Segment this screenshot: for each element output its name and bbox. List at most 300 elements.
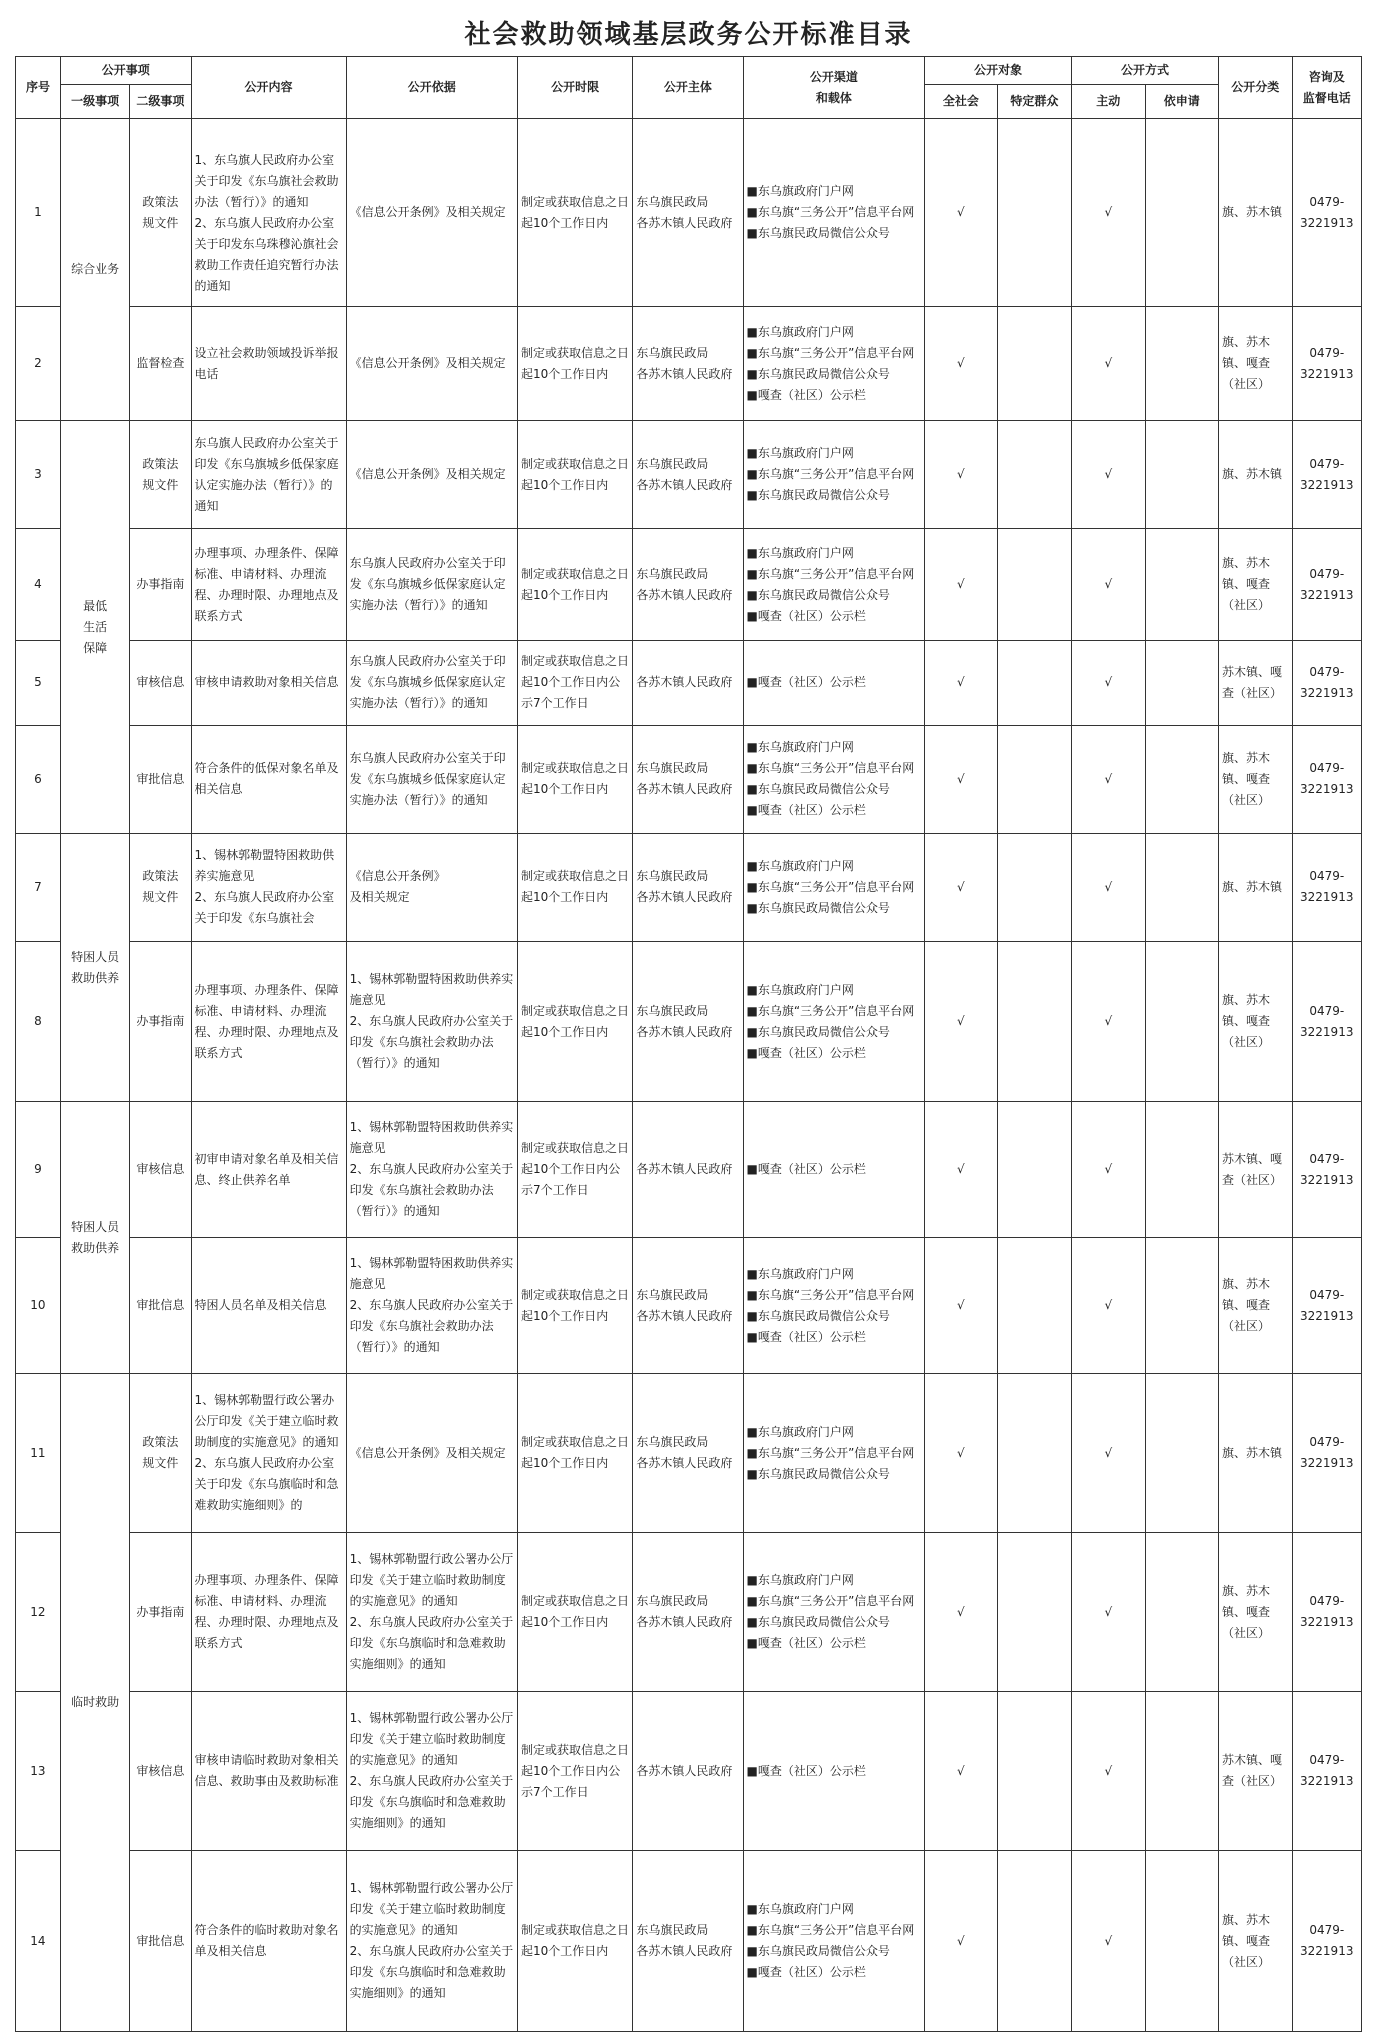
cell-seq-text: 12 bbox=[30, 1604, 46, 1619]
cell-subject-text: 各苏木镇人民政府 bbox=[636, 675, 733, 690]
cell-basis bbox=[346, 529, 517, 641]
cell-basis bbox=[346, 119, 517, 307]
cell-mode-active bbox=[1072, 640, 1145, 725]
cell-subject bbox=[633, 833, 743, 941]
cell-class-text: 苏木镇、嘎查（社区） bbox=[1222, 1151, 1283, 1187]
cell-basis bbox=[346, 307, 517, 421]
cell-content bbox=[191, 1692, 346, 1851]
table-row bbox=[16, 1238, 1362, 1374]
cell-mode-active-text: √ bbox=[1104, 1014, 1113, 1029]
cell-subject-text: 各苏木镇人民政府 bbox=[636, 1162, 733, 1177]
cell-content bbox=[191, 307, 346, 421]
cell-subject bbox=[633, 119, 743, 307]
cell-seq bbox=[16, 1238, 61, 1374]
cell-time bbox=[518, 1374, 633, 1533]
cell-mode-active bbox=[1072, 307, 1145, 421]
cell-subject-text: 东乌旗民政局 各苏木镇人民政府 bbox=[636, 1594, 733, 1629]
channel-item: ■东乌旗民政局微信公众号 bbox=[746, 1944, 890, 1958]
cell-level2-text: 政策法 规文件 bbox=[142, 869, 179, 905]
header-basis: 公开依据 bbox=[346, 57, 517, 119]
cell-phone bbox=[1292, 1374, 1362, 1533]
cell-level2 bbox=[130, 1692, 191, 1851]
cell-basis bbox=[346, 833, 517, 941]
cell-mode-active bbox=[1072, 1238, 1145, 1374]
cell-content-text: 审核申请救助对象相关信息 bbox=[194, 675, 339, 690]
cell-audience-all-text: √ bbox=[957, 1763, 965, 1778]
cell-seq-text: 9 bbox=[34, 1162, 42, 1177]
cell-class bbox=[1219, 529, 1292, 641]
cell-content bbox=[191, 833, 346, 941]
cell-seq bbox=[16, 1102, 61, 1238]
table-row bbox=[16, 640, 1362, 725]
cell-level2 bbox=[130, 1238, 191, 1374]
cell-mode-active-text: √ bbox=[1104, 356, 1113, 371]
cell-phone bbox=[1292, 1851, 1362, 2032]
cell-content bbox=[191, 1851, 346, 2032]
cell-mode-active-text: √ bbox=[1104, 577, 1113, 592]
cell-mode-active-text: √ bbox=[1104, 1445, 1113, 1460]
cell-mode-active-text: √ bbox=[1104, 675, 1113, 690]
cell-content-text: 办理事项、办理条件、保障标准、申请材料、办理流程、办理时限、办理地点及联系方式 bbox=[194, 982, 339, 1060]
cell-time bbox=[518, 640, 633, 725]
channel-item: ■东乌旗政府门户网 bbox=[746, 858, 854, 873]
cell-level2-text: 政策法 规文件 bbox=[142, 456, 179, 492]
cell-content-text: 设立社会救助领域投诉举报电话 bbox=[194, 345, 339, 381]
channel-item: ■嘎查（社区）公示栏 bbox=[746, 675, 866, 690]
cell-basis-text: 1、锡林郭勒盟特困救助供养实施意见 2、东乌旗人民政府办公室关于印发《东乌旗社会救助办法（暂行）》的通知 bbox=[349, 1256, 514, 1355]
channel-item: ■东乌旗民政局微信公众号 bbox=[746, 1466, 890, 1481]
header-audience: 公开对象 bbox=[925, 57, 1072, 85]
cell-content-text: 符合条件的临时救助对象名单及相关信息 bbox=[194, 1923, 339, 1958]
cell-audience-all bbox=[925, 1851, 997, 2032]
cell-level2 bbox=[130, 529, 191, 641]
cell-level2 bbox=[130, 725, 191, 833]
cell-audience-specific bbox=[997, 1374, 1072, 1533]
cell-mode-active bbox=[1072, 529, 1145, 641]
cell-channel bbox=[743, 941, 925, 1101]
cell-phone bbox=[1292, 833, 1362, 941]
cell-class-text: 苏木镇、嘎查（社区） bbox=[1222, 1753, 1283, 1788]
cell-channel bbox=[743, 1533, 925, 1692]
cell-time bbox=[518, 1692, 633, 1851]
cell-basis-text: 1、锡林郭勒盟特困救助供养实施意见 2、东乌旗人民政府办公室关于印发《东乌旗社会救助办法（暂行）》的通知 bbox=[349, 1120, 514, 1219]
cell-seq bbox=[16, 1533, 61, 1692]
cell-audience-specific bbox=[997, 119, 1072, 307]
cell-time-text: 制定或获取信息之日起10个工作日内 bbox=[521, 456, 630, 492]
cell-mode-active bbox=[1072, 1374, 1145, 1533]
cell-class bbox=[1219, 1238, 1292, 1374]
cell-level2-text: 监督检查 bbox=[136, 356, 185, 371]
cell-class bbox=[1219, 640, 1292, 725]
channel-item: ■嘎查（社区）公示栏 bbox=[746, 1329, 866, 1344]
header-mode-active: 主动 bbox=[1072, 85, 1145, 119]
cell-seq-text: 7 bbox=[34, 879, 42, 894]
cell-time bbox=[518, 1102, 633, 1238]
cell-seq-text: 4 bbox=[34, 577, 42, 592]
cell-basis bbox=[346, 640, 517, 725]
cell-phone-text: 0479- 3221913 bbox=[1300, 456, 1354, 492]
cell-level1-text: 最低 生活 保障 bbox=[83, 598, 108, 655]
cell-time-text: 制定或获取信息之日起10个工作日内 bbox=[521, 1594, 630, 1629]
cell-audience-all-text: √ bbox=[957, 1933, 965, 1948]
cell-audience-all-text: √ bbox=[957, 1604, 965, 1619]
cell-mode-active-text: √ bbox=[1104, 205, 1113, 220]
cell-content-text: 1、东乌旗人民政府办公室关于印发《东乌旗社会救助办法（暂行）》的通知 2、东乌旗人民政府办公室关于印发东乌珠穆沁旗社会救助工作责任追究暂行办法的通知 bbox=[194, 152, 339, 293]
table-row bbox=[16, 1374, 1362, 1533]
cell-subject-text: 东乌旗民政局 各苏木镇人民政府 bbox=[636, 1287, 733, 1323]
cell-class bbox=[1219, 307, 1292, 421]
cell-subject-text: 东乌旗民政局 各苏木镇人民政府 bbox=[636, 566, 733, 602]
cell-seq bbox=[16, 725, 61, 833]
cell-level2 bbox=[130, 307, 191, 421]
cell-level2-text: 办事指南 bbox=[136, 1014, 185, 1029]
cell-mode-active-text: √ bbox=[1104, 1604, 1113, 1619]
cell-audience-all-text: √ bbox=[957, 675, 965, 690]
cell-content bbox=[191, 1238, 346, 1374]
cell-mode-request bbox=[1145, 1692, 1218, 1851]
cell-basis bbox=[346, 1238, 517, 1374]
cell-audience-all bbox=[925, 119, 997, 307]
cell-phone bbox=[1292, 725, 1362, 833]
cell-subject bbox=[633, 640, 743, 725]
cell-level2 bbox=[130, 1102, 191, 1238]
cell-content bbox=[191, 1533, 346, 1692]
cell-time bbox=[518, 1533, 633, 1692]
cell-basis bbox=[346, 941, 517, 1101]
cell-basis bbox=[346, 1851, 517, 2032]
cell-channel bbox=[743, 1102, 925, 1238]
cell-class-text: 旗、苏木镇、嘎查（社区） bbox=[1222, 1583, 1271, 1640]
channel-item: ■嘎查（社区）公示栏 bbox=[746, 1965, 866, 1979]
cell-basis-text: 1、锡林郭勒盟行政公署办公厅印发《关于建立临时救助制度的实施意见》的通知 2、东乌旗人民政府办公室关于印发《东乌旗临时和急难救助实施细则》的通知 bbox=[349, 1881, 514, 2000]
cell-class bbox=[1219, 941, 1292, 1101]
cell-level2 bbox=[130, 1851, 191, 2032]
cell-channel bbox=[743, 421, 925, 529]
cell-level2-text: 审核信息 bbox=[136, 1162, 185, 1177]
table-row bbox=[16, 941, 1362, 1101]
cell-seq bbox=[16, 529, 61, 641]
cell-time-text: 制定或获取信息之日起10个工作日内 bbox=[521, 1003, 630, 1039]
channel-item: ■东乌旗“三务公开”信息平台网 bbox=[746, 879, 915, 894]
cell-subject bbox=[633, 1102, 743, 1238]
cell-content bbox=[191, 725, 346, 833]
cell-channel bbox=[743, 725, 925, 833]
cell-subject-text: 东乌旗民政局 各苏木镇人民政府 bbox=[636, 456, 733, 492]
cell-class bbox=[1219, 725, 1292, 833]
header-channel: 公开渠道 和载体 bbox=[743, 57, 925, 119]
cell-audience-all bbox=[925, 1533, 997, 1692]
cell-content-text: 审核申请临时救助对象相关信息、救助事由及救助标准 bbox=[194, 1753, 339, 1788]
cell-seq-text: 1 bbox=[34, 205, 42, 220]
cell-seq bbox=[16, 1374, 61, 1533]
cell-audience-all-text: √ bbox=[957, 1445, 965, 1460]
cell-level1 bbox=[60, 119, 129, 421]
table-row bbox=[16, 725, 1362, 833]
cell-basis-text: 东乌旗人民政府办公室关于印发《东乌旗城乡低保家庭认定实施办法（暂行）》的通知 bbox=[349, 556, 506, 613]
cell-basis-text: 《信息公开条例》及相关规定 bbox=[349, 356, 506, 371]
cell-channel bbox=[743, 640, 925, 725]
cell-mode-active bbox=[1072, 833, 1145, 941]
cell-mode-active-text: √ bbox=[1104, 1763, 1113, 1778]
cell-basis-text: 1、锡林郭勒盟特困救助供养实施意见 2、东乌旗人民政府办公室关于印发《东乌旗社会救助办法（暂行）》的通知 bbox=[349, 972, 514, 1071]
cell-level2-text: 审批信息 bbox=[136, 1298, 185, 1313]
cell-class bbox=[1219, 1692, 1292, 1851]
cell-class-text: 旗、苏木镇 bbox=[1222, 879, 1283, 894]
channel-item: ■东乌旗政府门户网 bbox=[746, 982, 854, 997]
cell-mode-active bbox=[1072, 119, 1145, 307]
cell-audience-all bbox=[925, 1692, 997, 1851]
cell-level2-text: 政策法 规文件 bbox=[142, 1435, 179, 1470]
cell-basis bbox=[346, 1102, 517, 1238]
cell-level2 bbox=[130, 421, 191, 529]
table-row bbox=[16, 1533, 1362, 1692]
channel-item: ■东乌旗民政局微信公众号 bbox=[746, 1308, 890, 1323]
cell-level2 bbox=[130, 1374, 191, 1533]
cell-class bbox=[1219, 1374, 1292, 1533]
table-row bbox=[16, 1102, 1362, 1238]
cell-mode-active bbox=[1072, 1692, 1145, 1851]
cell-seq bbox=[16, 833, 61, 941]
page-title: 社会救助领域基层政务公开标准目录 bbox=[464, 20, 913, 50]
channel-item: ■东乌旗民政局微信公众号 bbox=[746, 366, 890, 381]
cell-time-text: 制定或获取信息之日起10个工作日内公示7个工作日 bbox=[521, 1742, 630, 1799]
cell-mode-request bbox=[1145, 1102, 1218, 1238]
cell-phone bbox=[1292, 1238, 1362, 1374]
cell-content-text: 办理事项、办理条件、保障标准、申请材料、办理流程、办理时限、办理地点及联系方式 bbox=[194, 1573, 339, 1650]
cell-level1 bbox=[60, 833, 129, 1101]
cell-phone bbox=[1292, 529, 1362, 641]
cell-class-text: 旗、苏木镇、嘎查（社区） bbox=[1222, 556, 1271, 613]
cell-audience-all bbox=[925, 1374, 997, 1533]
cell-audience-specific bbox=[997, 1533, 1072, 1692]
cell-level2 bbox=[130, 1533, 191, 1692]
cell-audience-all bbox=[925, 307, 997, 421]
cell-level2-text: 办事指南 bbox=[136, 577, 185, 592]
cell-class-text: 旗、苏木镇 bbox=[1222, 205, 1283, 220]
cell-mode-active bbox=[1072, 941, 1145, 1101]
channel-item: ■嘎查（社区）公示栏 bbox=[746, 803, 866, 818]
cell-subject-text: 东乌旗民政局 各苏木镇人民政府 bbox=[636, 761, 733, 797]
cell-audience-specific bbox=[997, 1238, 1072, 1374]
cell-class-text: 旗、苏木镇 bbox=[1222, 1445, 1283, 1460]
cell-class bbox=[1219, 833, 1292, 941]
table-row bbox=[16, 119, 1362, 307]
cell-seq-text: 11 bbox=[30, 1445, 46, 1460]
cell-channel bbox=[743, 1374, 925, 1533]
cell-audience-all bbox=[925, 529, 997, 641]
channel-item: ■东乌旗民政局微信公众号 bbox=[746, 488, 890, 503]
cell-mode-active-text: √ bbox=[1104, 879, 1113, 894]
cell-content-text: 1、锡林郭勒盟特困救助供养实施意见 2、东乌旗人民政府办公室关于印发《东乌旗社会 bbox=[194, 848, 335, 926]
cell-phone-text: 0479- 3221913 bbox=[1300, 566, 1354, 602]
cell-subject-text: 东乌旗民政局 各苏木镇人民政府 bbox=[636, 345, 733, 381]
cell-phone-text: 0479- 3221913 bbox=[1300, 345, 1354, 381]
channel-item: ■嘎查（社区）公示栏 bbox=[746, 1045, 866, 1060]
cell-audience-all-text: √ bbox=[957, 771, 965, 786]
channel-item: ■东乌旗民政局微信公众号 bbox=[746, 1024, 890, 1039]
channel-item: ■东乌旗政府门户网 bbox=[746, 1424, 854, 1439]
cell-level2-text: 政策法 规文件 bbox=[142, 194, 179, 230]
cell-mode-request bbox=[1145, 640, 1218, 725]
cell-level1-text: 临时救助 bbox=[71, 1695, 120, 1709]
table-row bbox=[16, 1851, 1362, 2032]
cell-basis-text: 东乌旗人民政府办公室关于印发《东乌旗城乡低保家庭认定实施办法（暂行）》的通知 bbox=[349, 750, 506, 807]
cell-class bbox=[1219, 1533, 1292, 1692]
channel-item: ■东乌旗“三务公开”信息平台网 bbox=[746, 467, 915, 482]
cell-mode-active bbox=[1072, 725, 1145, 833]
cell-level1 bbox=[60, 421, 129, 834]
cell-level2 bbox=[130, 119, 191, 307]
cell-content bbox=[191, 941, 346, 1101]
header-audience-all: 全社会 bbox=[925, 85, 997, 119]
cell-phone-text: 0479- 3221913 bbox=[1300, 761, 1354, 797]
cell-subject-text: 各苏木镇人民政府 bbox=[636, 1763, 733, 1778]
cell-mode-request bbox=[1145, 119, 1218, 307]
cell-audience-all-text: √ bbox=[957, 577, 965, 592]
cell-time bbox=[518, 1851, 633, 2032]
cell-seq-text: 14 bbox=[30, 1933, 46, 1948]
cell-audience-specific bbox=[997, 307, 1072, 421]
channel-item: ■东乌旗政府门户网 bbox=[746, 740, 854, 755]
cell-phone bbox=[1292, 640, 1362, 725]
cell-audience-specific bbox=[997, 529, 1072, 641]
cell-time-text: 制定或获取信息之日起10个工作日内 bbox=[521, 761, 630, 797]
cell-basis bbox=[346, 1692, 517, 1851]
channel-item: ■东乌旗“三务公开”信息平台网 bbox=[746, 761, 915, 776]
channel-item: ■嘎查（社区）公示栏 bbox=[746, 608, 866, 623]
header-subject: 公开主体 bbox=[633, 57, 743, 119]
cell-mode-active bbox=[1072, 1851, 1145, 2032]
cell-mode-active-text: √ bbox=[1104, 1298, 1113, 1313]
table-row bbox=[16, 529, 1362, 641]
cell-phone bbox=[1292, 941, 1362, 1101]
cell-subject bbox=[633, 307, 743, 421]
header-level2: 二级事项 bbox=[130, 85, 191, 119]
cell-audience-specific bbox=[997, 421, 1072, 529]
cell-time-text: 制定或获取信息之日起10个工作日内 bbox=[521, 1923, 630, 1958]
cell-audience-all-text: √ bbox=[957, 205, 965, 220]
channel-item: ■东乌旗政府门户网 bbox=[746, 446, 854, 461]
cell-seq bbox=[16, 421, 61, 529]
cell-content bbox=[191, 1374, 346, 1533]
cell-class-text: 旗、苏木镇、嘎查（社区） bbox=[1222, 335, 1271, 392]
cell-phone bbox=[1292, 421, 1362, 529]
cell-mode-active-text: √ bbox=[1104, 467, 1113, 482]
cell-audience-all bbox=[925, 725, 997, 833]
cell-class-text: 旗、苏木镇、嘎查（社区） bbox=[1222, 1912, 1271, 1969]
cell-phone-text: 0479- 3221913 bbox=[1300, 1594, 1354, 1629]
table-row bbox=[16, 307, 1362, 421]
cell-time bbox=[518, 833, 633, 941]
cell-level2 bbox=[130, 640, 191, 725]
cell-phone-text: 0479- 3221913 bbox=[1300, 1923, 1354, 1958]
cell-level2 bbox=[130, 941, 191, 1101]
channel-item: ■东乌旗“三务公开”信息平台网 bbox=[746, 1923, 915, 1937]
cell-phone-text: 0479- 3221913 bbox=[1300, 1151, 1354, 1187]
cell-audience-all-text: √ bbox=[957, 1298, 965, 1313]
cell-content-text: 初审申请对象名单及相关信息、终止供养名单 bbox=[194, 1151, 339, 1187]
cell-time-text: 制定或获取信息之日起10个工作日内公示7个工作日 bbox=[521, 654, 630, 711]
cell-content bbox=[191, 421, 346, 529]
cell-basis bbox=[346, 1533, 517, 1692]
channel-item: ■东乌旗“三务公开”信息平台网 bbox=[746, 1445, 915, 1460]
cell-class-text: 苏木镇、嘎查（社区） bbox=[1222, 664, 1283, 700]
cell-content-text: 东乌旗人民政府办公室关于印发《东乌旗城乡低保家庭认定实施办法（暂行）》的通知 bbox=[194, 435, 339, 513]
cell-subject-text: 东乌旗民政局 各苏木镇人民政府 bbox=[636, 1923, 733, 1958]
cell-mode-active-text: √ bbox=[1104, 771, 1113, 786]
cell-class bbox=[1219, 1102, 1292, 1238]
cell-level2-text: 审核信息 bbox=[136, 1763, 185, 1778]
cell-seq bbox=[16, 640, 61, 725]
cell-audience-all-text: √ bbox=[957, 1162, 965, 1177]
cell-mode-active-text: √ bbox=[1104, 1162, 1113, 1177]
cell-audience-specific bbox=[997, 725, 1072, 833]
channel-item: ■东乌旗政府门户网 bbox=[746, 324, 854, 339]
cell-audience-specific bbox=[997, 833, 1072, 941]
channel-item: ■嘎查（社区）公示栏 bbox=[746, 1162, 866, 1177]
cell-subject-text: 东乌旗民政局 各苏木镇人民政府 bbox=[636, 194, 733, 230]
cell-class bbox=[1219, 119, 1292, 307]
channel-item: ■东乌旗“三务公开”信息平台网 bbox=[746, 345, 915, 360]
cell-level1 bbox=[60, 1102, 129, 1374]
cell-time bbox=[518, 725, 633, 833]
cell-content bbox=[191, 119, 346, 307]
cell-level2-text: 审批信息 bbox=[136, 1933, 185, 1948]
cell-class bbox=[1219, 1851, 1292, 2032]
cell-subject bbox=[633, 529, 743, 641]
cell-level1-text: 综合业务 bbox=[71, 262, 120, 277]
channel-item: ■东乌旗民政局微信公众号 bbox=[746, 587, 890, 602]
cell-time-text: 制定或获取信息之日起10个工作日内 bbox=[521, 566, 630, 602]
cell-subject-text: 东乌旗民政局 各苏木镇人民政府 bbox=[636, 869, 733, 905]
channel-item: ■东乌旗民政局微信公众号 bbox=[746, 782, 890, 797]
channel-item: ■嘎查（社区）公示栏 bbox=[746, 1636, 866, 1650]
cell-phone-text: 0479- 3221913 bbox=[1300, 1003, 1354, 1039]
cell-audience-specific bbox=[997, 640, 1072, 725]
cell-phone-text: 0479- 3221913 bbox=[1300, 664, 1354, 700]
cell-audience-all bbox=[925, 421, 997, 529]
cell-level2-text: 审核信息 bbox=[136, 675, 185, 690]
cell-phone bbox=[1292, 1102, 1362, 1238]
cell-content-text: 符合条件的低保对象名单及相关信息 bbox=[194, 761, 339, 797]
header-content: 公开内容 bbox=[191, 57, 346, 119]
header-seq: 序号 bbox=[16, 57, 61, 119]
table-row bbox=[16, 1692, 1362, 1851]
channel-item: ■东乌旗政府门户网 bbox=[746, 1266, 854, 1281]
cell-level1 bbox=[60, 1374, 129, 2032]
cell-channel bbox=[743, 307, 925, 421]
cell-subject bbox=[633, 1692, 743, 1851]
cell-basis-text: 东乌旗人民政府办公室关于印发《东乌旗城乡低保家庭认定实施办法（暂行）》的通知 bbox=[349, 654, 506, 711]
cell-mode-request bbox=[1145, 1238, 1218, 1374]
cell-time bbox=[518, 119, 633, 307]
cell-subject-text: 东乌旗民政局 各苏木镇人民政府 bbox=[636, 1003, 733, 1039]
cell-seq bbox=[16, 941, 61, 1101]
header-level1: 一级事项 bbox=[60, 85, 129, 119]
cell-subject bbox=[633, 725, 743, 833]
cell-mode-active bbox=[1072, 1533, 1145, 1692]
cell-seq bbox=[16, 307, 61, 421]
cell-class-text: 旗、苏木镇 bbox=[1222, 467, 1283, 482]
channel-item: ■东乌旗政府门户网 bbox=[746, 545, 854, 560]
cell-seq-text: 6 bbox=[34, 771, 42, 786]
cell-basis-text: 1、锡林郭勒盟行政公署办公厅印发《关于建立临时救助制度的实施意见》的通知 2、东乌旗人民政府办公室关于印发《东乌旗临时和急难救助实施细则》的通知 bbox=[349, 1552, 514, 1671]
cell-mode-request bbox=[1145, 725, 1218, 833]
cell-content-text: 办理事项、办理条件、保障标准、申请材料、办理流程、办理时限、办理地点及联系方式 bbox=[194, 545, 339, 623]
cell-subject bbox=[633, 941, 743, 1101]
cell-time-text: 制定或获取信息之日起10个工作日内 bbox=[521, 194, 630, 230]
cell-phone bbox=[1292, 1692, 1362, 1851]
